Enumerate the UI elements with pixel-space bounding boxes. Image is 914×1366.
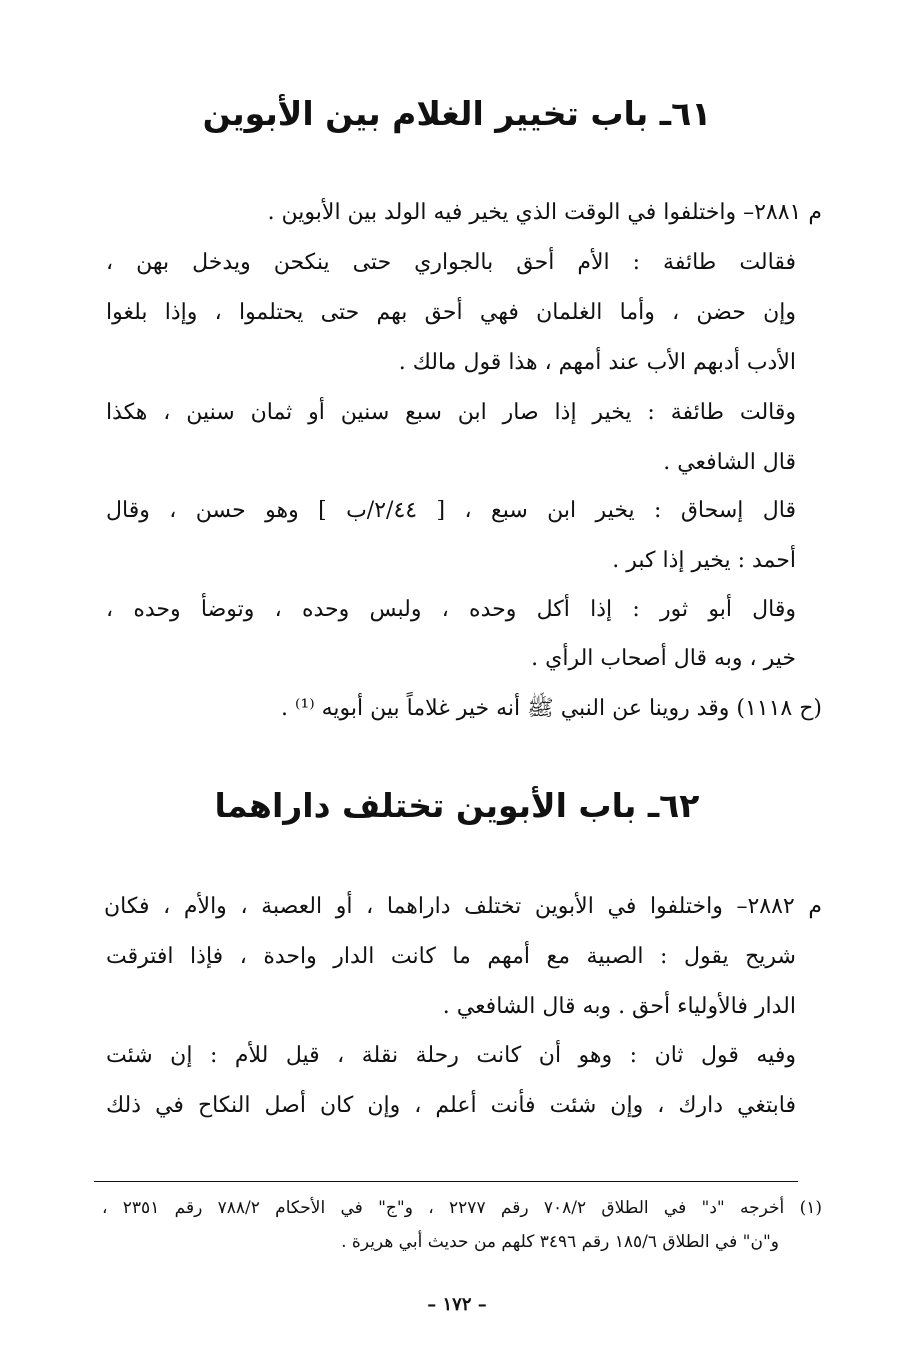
text-line: وفيه قول ثان : وهو أن كانت رحلة نقلة ، قيل للأم : إن شئت — [106, 1043, 796, 1068]
text-line: م ٢٨٨٢– واختلفوا في الأبوين تختلف داراهما ، أو العصبة ، والأم ، فكان — [104, 894, 822, 919]
text-line: الأدب أدبهم الأب عند أمهم ، هذا قول مالك . — [398, 350, 796, 375]
chapter-heading-61: ٦١ـ باب تخيير الغلام بين الأبوين — [202, 94, 712, 133]
text-line: فابتغي دارك ، وإن شئت فأنت أعلم ، وإن كان أصل النكاح في ذلك — [106, 1093, 796, 1118]
text-line: خير ، وبه قال أصحاب الرأي . — [531, 646, 796, 671]
page-number: – ١٧٢ – — [427, 1294, 487, 1315]
text-line: وقالت طائفة : يخير إذا صار ابن سبع سنين أو ثمان سنين ، هكذا — [106, 400, 796, 425]
text-line: فقالت طائفة : الأم أحق بالجواري حتى ينكحن ويدخل بهن ، — [106, 250, 796, 275]
footnote-line: (١) أخرجه "د" في الطلاق ٧٠٨/٢ رقم ٢٢٧٧ ، و"ج" في الأحكام ٧٨٨/٢ رقم ٢٣٥١ ، — [102, 1198, 822, 1218]
footnote-divider — [94, 1181, 798, 1182]
text-line: وإن حضن ، وأما الغلمان فهي أحق بهم حتى يحتلموا ، وإذا بلغوا — [106, 300, 796, 325]
text-line: شريح يقول : الصبية مع أمهم ما كانت الدار واحدة ، فإذا افترقت — [106, 944, 796, 969]
text-line: قال إسحاق : يخير ابن سبع ، [ ٢/٤٤/ب ] وهو حسن ، وقال — [106, 498, 796, 523]
text-line: قال الشافعي . — [663, 450, 796, 475]
text-line: أحمد : يخير إذا كبر . — [612, 548, 796, 573]
text-line: م ٢٨٨١– واختلفوا في الوقت الذي يخير فيه الولد بين الأبوين . — [267, 200, 822, 225]
footnote-line: و"ن" في الطلاق ١٨٥/٦ رقم ٣٤٩٦ كلهم من حديث أبي هريرة . — [341, 1232, 779, 1252]
text-line: وقال أبو ثور : إذا أكل وحده ، ولبس وحده ، وتوضأ وحده ، — [106, 597, 796, 622]
text-line: الدار فالأولياء أحق . وبه قال الشافعي . — [442, 994, 796, 1019]
chapter-heading-62: ٦٢ـ باب الأبوين تختلف داراهما — [214, 786, 700, 825]
hadith-line: (ح ١١١٨) وقد روينا عن النبي ﷺ أنه خير غلاماً بين أبويه ⁽¹⁾ . — [280, 696, 822, 721]
